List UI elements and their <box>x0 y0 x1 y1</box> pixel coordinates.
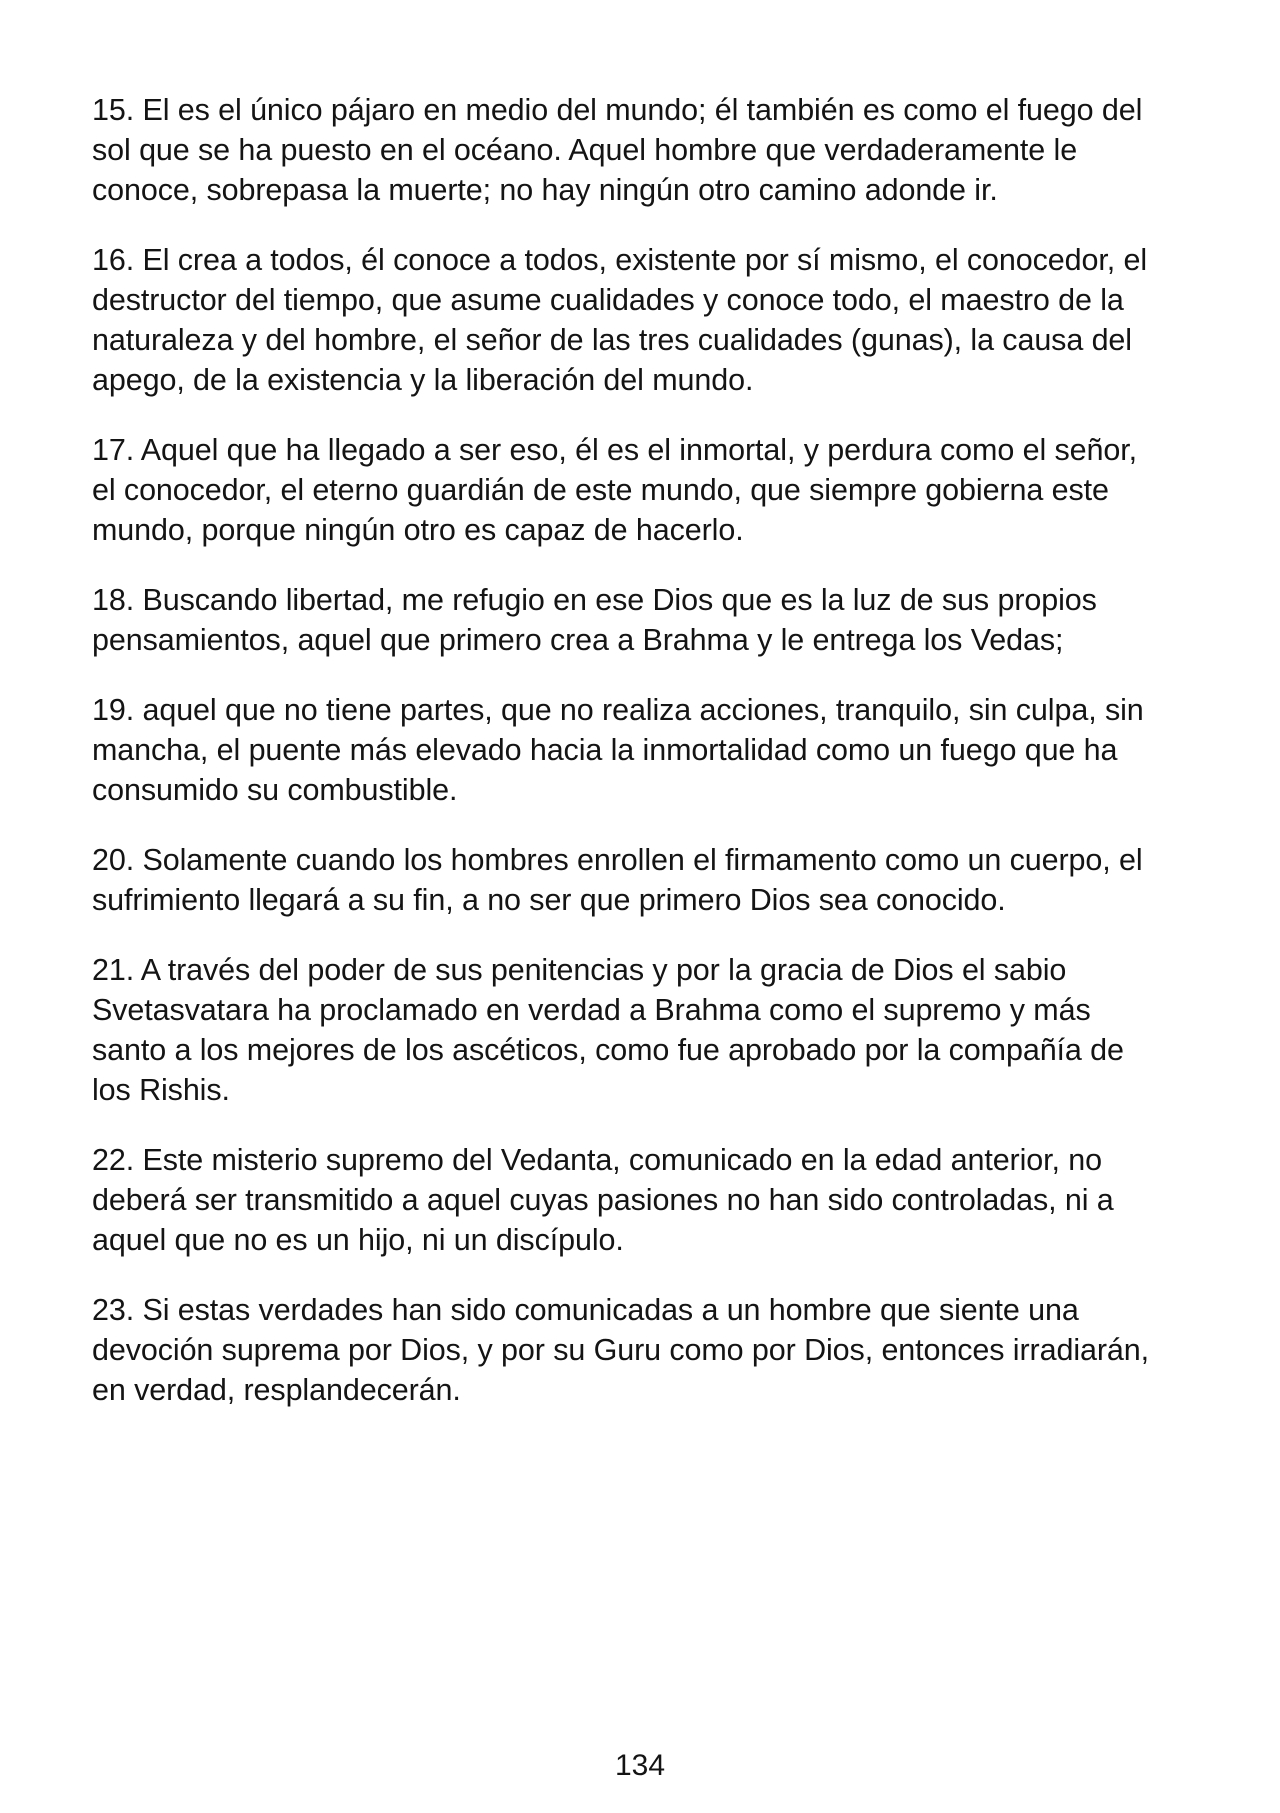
verse-18: 18. Buscando libertad, me refugio en ese Dios que es la luz de sus propios pensamientos, aquel que primero crea a Brahma y le entrega los Vedas; <box>92 583 1097 657</box>
verse-15: 15. El es el único pájaro en medio del mundo; él también es como el fuego del sol que se ha puesto en el océano. Aquel hombre que verdaderamente le conoce, sobrepasa la muerte; no hay ningún otro camino adonde ir. <box>92 93 1143 207</box>
verse-23: 23. Si estas verdades han sido comunicadas a un hombre que siente una devoción suprema por Dios, y por su Guru como por Dios, entonces irradiarán, en verdad, resplandecerán. <box>92 1293 1150 1407</box>
verse-22: 22. Este misterio supremo del Vedanta, comunicado en la edad anterior, no deberá ser transmitido a aquel cuyas pasiones no han sido controladas, ni a aquel que no es un hijo, ni un discípulo. <box>92 1143 1114 1257</box>
verse-19: 19. aquel que no tiene partes, que no realiza acciones, tranquilo, sin culpa, sin mancha, el puente más elevado hacia la inmortalidad como un fuego que ha consumido su combustible. <box>92 693 1144 807</box>
verse-list <box>92 90 1202 1440</box>
page-number: 134 <box>614 1749 666 1782</box>
verse-16: 16. El crea a todos, él conoce a todos, existente por sí mismo, el conocedor, el destructor del tiempo, que asume cualidades y conoce todo, el maestro de la naturaleza y del hombre, el señor de las tres cualidades (gunas), la causa del apego, de la existencia y la liberación del mundo. <box>92 243 1148 397</box>
verse-21: 21. A través del poder de sus penitencias y por la gracia de Dios el sabio Svetasvatara ha proclamado en verdad a Brahma como el supremo y más santo a los mejores de los ascéticos, como fue aprobado por la compañía de los Rishis. <box>92 953 1124 1107</box>
verse-17: 17. Aquel que ha llegado a ser eso, él es el inmortal, y perdura como el señor, el conocedor, el eterno guardián de este mundo, que siempre gobierna este mundo, porque ningún otro es capaz de hacerlo. <box>92 433 1137 547</box>
verse-20: 20. Solamente cuando los hombres enrollen el firmamento como un cuerpo, el sufrimiento llegará a su fin, a no ser que primero Dios sea conocido. <box>92 843 1143 917</box>
